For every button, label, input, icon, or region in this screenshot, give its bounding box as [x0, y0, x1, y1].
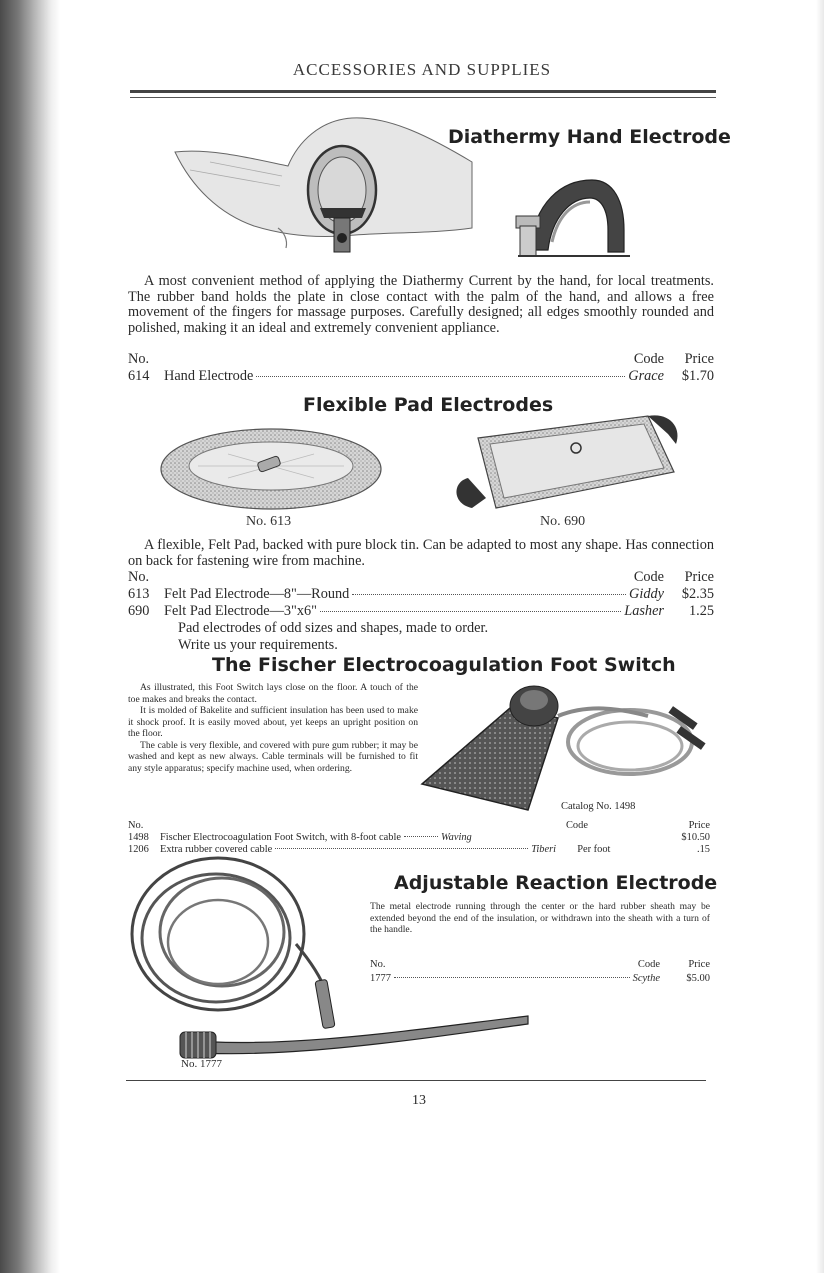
- col-no: No.: [128, 820, 144, 831]
- table-header: [128, 820, 710, 832]
- reaction-electrode-title: Adjustable Reaction Electrode: [394, 872, 718, 894]
- foot-switch-price-table: [128, 820, 710, 856]
- col-price: Price: [684, 351, 714, 367]
- hand-electrode-plate-illustration: [512, 172, 632, 264]
- dot-leader: [275, 848, 528, 849]
- table-header: [128, 351, 714, 368]
- table-header: [128, 569, 714, 586]
- item-price: $2.35: [681, 586, 714, 602]
- pad-note-2: Write us your requirements.: [178, 637, 338, 653]
- table-row: [128, 832, 710, 844]
- rectangular-pad-illustration: [438, 412, 688, 512]
- col-no: No.: [370, 959, 386, 970]
- item-code: Lasher: [624, 603, 664, 619]
- dot-leader: [352, 594, 626, 595]
- footer-rule: [126, 1080, 706, 1081]
- col-code: Code: [566, 820, 588, 831]
- item-price: 1.25: [688, 603, 714, 619]
- pad-electrodes-price-table: [128, 569, 714, 654]
- item-name: Felt Pad Electrode—8"—Round: [164, 586, 350, 602]
- pad-electrodes-title: Flexible Pad Electrodes: [303, 394, 554, 416]
- foot-switch-title: The Fischer Electrocoagulation Foot Switch: [212, 654, 676, 676]
- item-price: $1.70: [681, 368, 714, 384]
- reaction-electrode-price-table: [370, 958, 710, 986]
- item-name: Felt Pad Electrode—3"x6": [164, 603, 318, 619]
- item-unit: Per foot: [577, 844, 611, 855]
- dot-leader: [320, 611, 621, 612]
- pad-electrodes-description: A flexible, Felt Pad, backed with pure block tin. Can be adapted to most any shape. Has connection on back for fastening wire from machine.: [128, 537, 714, 569]
- item-name: Extra rubber covered cable: [160, 844, 273, 855]
- col-code: Code: [633, 351, 664, 367]
- foot-switch-caption: Catalog No. 1498: [561, 801, 636, 812]
- hand-electrode-description: A most convenient method of applying the Diathermy Current by the hand, for local treatments. The rubber band holds the plate in close contact with the palm of the hand, and allows a free movement of the fingers for massage purposes. Carefully designed; all edges smoothly rounded and polished, making it an ideal and extremely convenient appliance.: [128, 273, 714, 336]
- table-row: [128, 368, 714, 385]
- item-price: $10.50: [681, 832, 710, 843]
- page-number: 13: [412, 1093, 426, 1108]
- item-code: Grace: [628, 368, 664, 384]
- scan-binding-shadow: [0, 0, 60, 1273]
- hand-electrode-title: Diathermy Hand Electrode: [448, 126, 731, 148]
- foot-switch-paragraph-1: As illustrated, this Foot Switch lays close on the floor. A touch of the toe makes and breaks the contact.: [128, 682, 418, 705]
- foot-switch-description: [128, 682, 418, 774]
- table-row: [128, 603, 714, 620]
- item-no: 1498: [128, 832, 149, 843]
- foot-switch-paragraph-3: The cable is very flexible, and covered with pure gum rubber; it may be washed and kept as new always. Cable terminals will be furnished to fit any style apparatus; specify machine used, when ordering.: [128, 739, 418, 774]
- dot-leader: [394, 977, 630, 978]
- hand-electrode-price-table: [128, 351, 714, 385]
- reaction-electrode-caption: No. 1777: [181, 1058, 222, 1070]
- item-code: Giddy: [629, 586, 664, 602]
- foot-switch-paragraph-2: It is molded of Bakelite and sufficient insulation has been used to make it shock proof. It is easily moved about, yet keeps an upright position on the floor.: [128, 705, 418, 739]
- col-code: Code: [633, 569, 664, 585]
- page-header: ACCESSORIES AND SUPPLIES: [292, 60, 552, 79]
- item-no: 690: [128, 603, 150, 619]
- pad-note-1: Pad electrodes of odd sizes and shapes, made to order.: [178, 620, 489, 636]
- rectangular-pad-caption: No. 690: [540, 514, 586, 529]
- foot-switch-illustration: [418, 676, 712, 816]
- col-code: Code: [637, 959, 660, 970]
- item-no: 1777: [370, 973, 391, 984]
- dot-leader: [256, 376, 625, 377]
- table-row: [370, 972, 710, 986]
- col-no: No.: [128, 569, 150, 585]
- col-price: Price: [688, 959, 710, 970]
- item-name: Hand Electrode: [164, 368, 254, 384]
- header-rule-thick: [130, 90, 716, 93]
- item-price: .15: [697, 844, 710, 855]
- hand-electrode-illustration: [170, 110, 480, 265]
- col-price: Price: [688, 820, 710, 831]
- dot-leader: [404, 836, 438, 837]
- item-code: Tiberi: [531, 844, 557, 855]
- item-price: $5.00: [686, 973, 710, 984]
- item-code: Scythe: [632, 973, 660, 984]
- col-price: Price: [684, 569, 714, 585]
- item-name: Fischer Electrocoagulation Foot Switch, with 8-foot cable: [160, 832, 401, 843]
- table-header: [370, 958, 710, 972]
- item-no: 613: [128, 586, 150, 602]
- header-rule-thin: [130, 97, 716, 98]
- reaction-electrode-description: The metal electrode running through the center or the hard rubber sheath may be extended beyond the end of the insulation, or withdrawn into the sheath with a turn of the handle.: [370, 901, 710, 935]
- item-code: Waving: [440, 832, 472, 843]
- item-no: 1206: [128, 844, 149, 855]
- round-pad-illustration: [158, 426, 384, 512]
- scan-edge-right: [816, 0, 824, 1273]
- table-row: [128, 586, 714, 603]
- col-no: No.: [128, 351, 150, 367]
- item-no: 614: [128, 368, 150, 384]
- round-pad-caption: No. 613: [246, 514, 292, 529]
